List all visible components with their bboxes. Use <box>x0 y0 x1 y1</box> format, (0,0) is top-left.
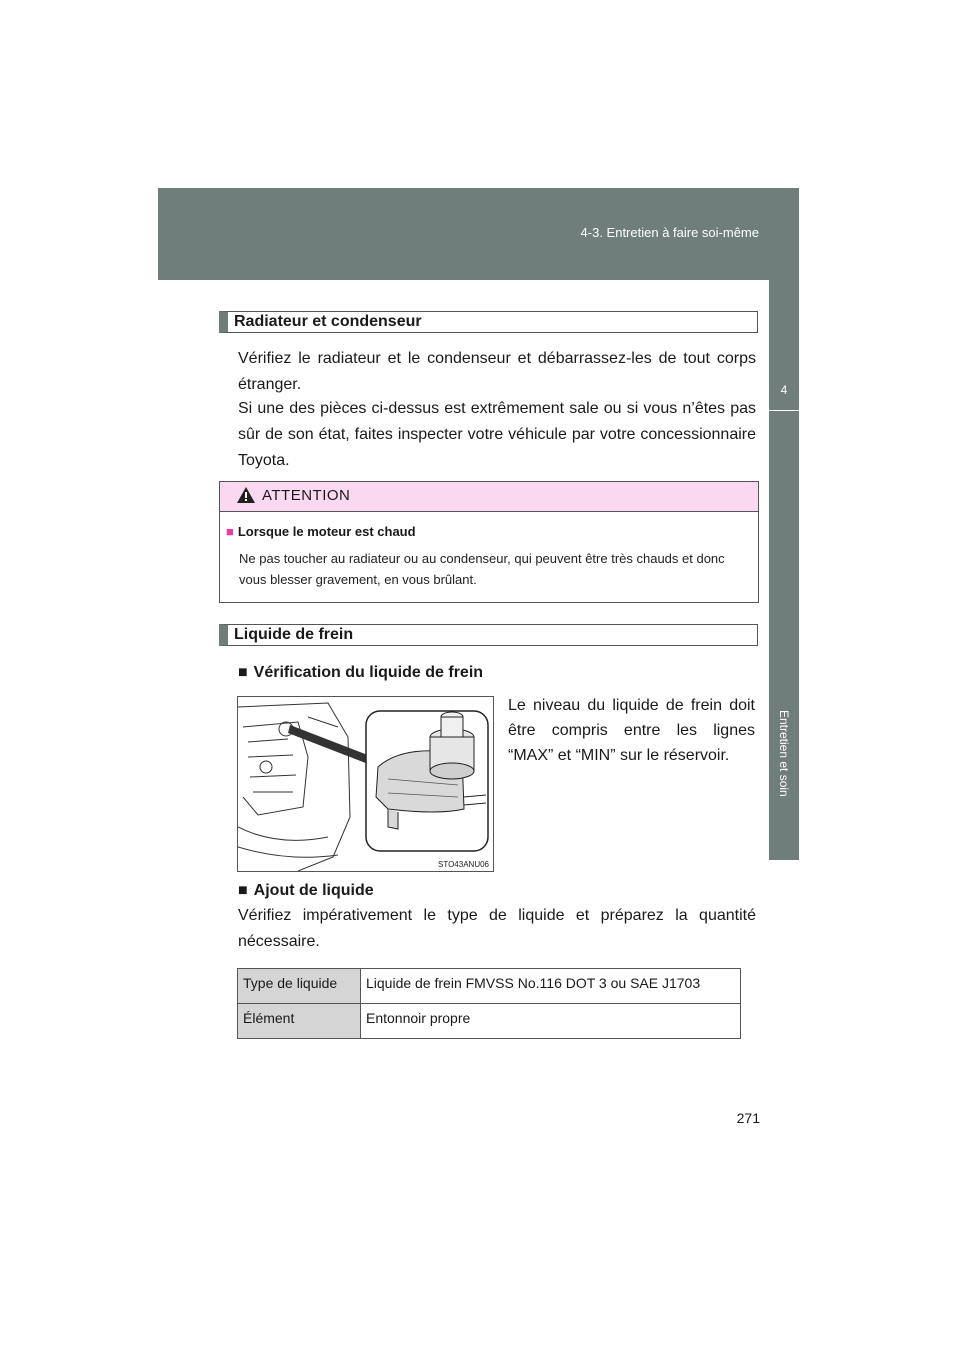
square-bullet-icon: ■ <box>238 664 248 681</box>
divider <box>769 410 799 411</box>
fluid-spec-table <box>237 968 741 1039</box>
section-title-brake-fluid: Liquide de frein <box>219 624 758 646</box>
engine-bay-drawing <box>238 697 493 871</box>
square-bullet-icon: ■ <box>226 524 234 539</box>
attention-subtitle: Lorsque le moteur est chaud <box>237 524 416 539</box>
figure-code: STO43ANU06 <box>438 860 489 869</box>
chapter-side-tab <box>769 280 799 860</box>
check-heading-row <box>238 664 483 682</box>
attention-title: ATTENTION <box>262 487 351 504</box>
table-key: Élément <box>238 1004 361 1039</box>
brake-reservoir-illustration <box>237 696 494 872</box>
radiator-paragraph: Vérifiez le radiateur et le condenseur et débarrassez-les de tout corps étranger. <box>238 350 756 393</box>
section-breadcrumb: 4-3. Entretien à faire soi-même <box>580 225 759 240</box>
radiator-paragraph-2: Si une des pièces ci-dessus est extrêmement sale ou si vous n’êtes pas sûr de son état, faites inspecter votre véhicule par votre concessionnaire Toyota. <box>238 400 756 469</box>
attention-box <box>219 481 759 603</box>
attention-body: Ne pas toucher au radiateur ou au condenseur, qui peuvent être très chauds et donc vous blesser gravement, en vous brûlant. <box>239 551 725 587</box>
check-heading: Vérification du liquide de frein <box>253 664 484 681</box>
table-value: Liquide de frein FMVSS No.116 DOT 3 ou SAE J1703 <box>361 969 741 1004</box>
add-heading-row <box>238 882 374 900</box>
table-row <box>238 969 741 1004</box>
chapter-label: Entretien et soin <box>777 710 791 797</box>
attention-header <box>220 482 758 512</box>
page-number: 271 <box>736 1110 760 1126</box>
check-paragraph: Le niveau du liquide de frein doit être compris entre les lignes “MAX” et “MIN” sur le réservoir. <box>508 697 755 764</box>
attention-subtitle-row <box>226 524 416 539</box>
header-band <box>158 188 799 280</box>
warning-triangle-icon <box>236 486 256 508</box>
table-key: Type de liquide <box>238 969 361 1004</box>
table-row <box>238 1004 741 1039</box>
add-heading: Ajout de liquide <box>253 882 374 899</box>
square-bullet-icon: ■ <box>238 882 248 899</box>
add-paragraph: Vérifiez impérativement le type de liquide et préparez la quantité nécessaire. <box>238 907 756 950</box>
table-value: Entonnoir propre <box>361 1004 741 1039</box>
section-title-radiator: Radiateur et condenseur <box>219 311 758 333</box>
chapter-number: 4 <box>780 383 788 397</box>
